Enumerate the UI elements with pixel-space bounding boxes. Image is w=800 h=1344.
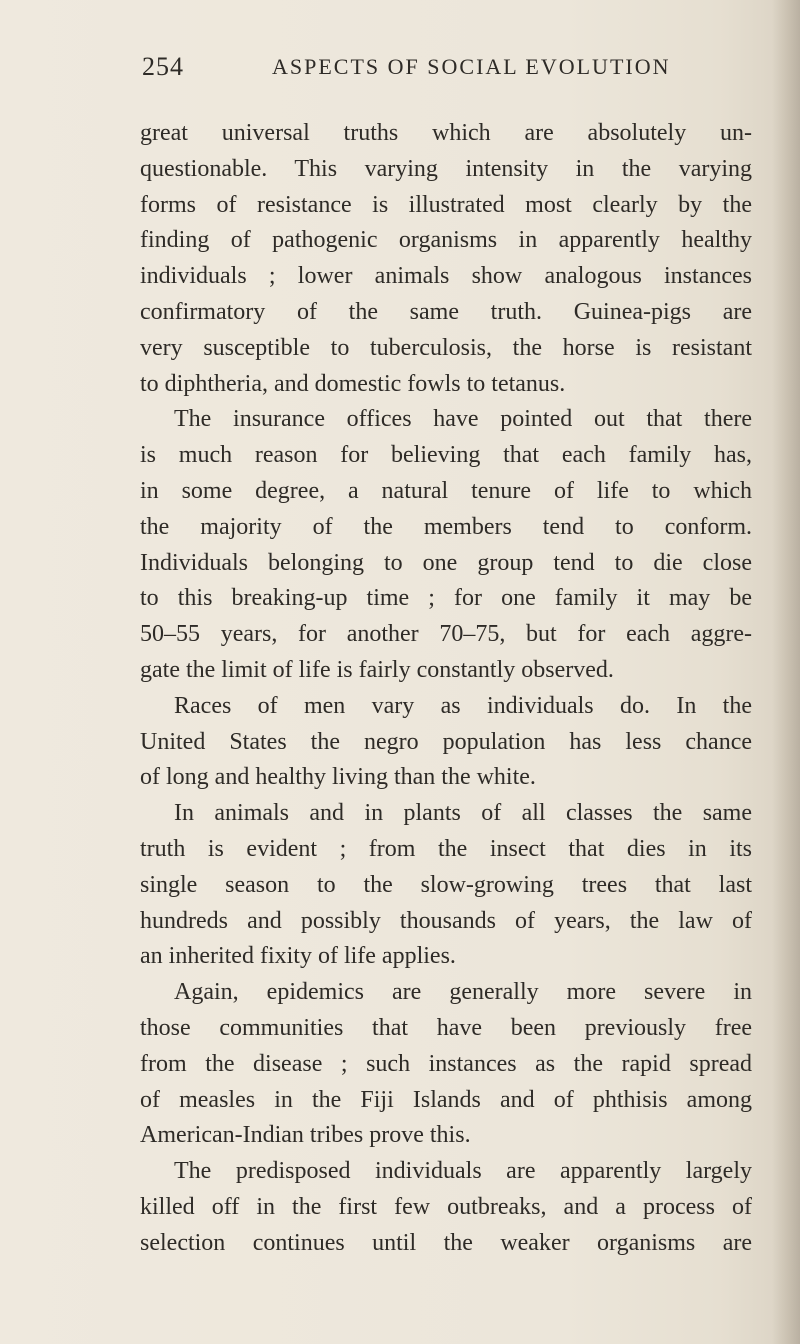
text-line: individuals ; lower animals show analogous instances	[140, 263, 752, 290]
text-line: selection continues until the weaker organisms are	[140, 1229, 752, 1256]
page-edge-shadow	[772, 0, 800, 1344]
text-line: of long and healthy living than the white.	[140, 764, 536, 791]
page-header	[142, 52, 742, 88]
text-line: The insurance offices have pointed out that there	[174, 406, 752, 433]
text-line: gate the limit of life is fairly constantly observed.	[140, 656, 614, 683]
text-line: questionable. This varying intensity in the varying	[140, 155, 752, 182]
text-line: those communities that have been previously free	[140, 1014, 752, 1041]
text-line: killed off in the first few outbreaks, and a process of	[140, 1193, 752, 1220]
text-line: Individuals belonging to one group tend to die close	[140, 549, 752, 576]
text-line: of measles in the Fiji Islands and of phthisis among	[140, 1086, 752, 1113]
text-line: truth is evident ; from the insect that dies in its	[140, 835, 752, 862]
text-line: from the disease ; such instances as the rapid spread	[140, 1050, 752, 1077]
text-line: to this breaking-up time ; for one family it may be	[140, 585, 752, 612]
running-head: ASPECTS OF SOCIAL EVOLUTION	[272, 54, 671, 79]
text-line: the majority of the members tend to conform.	[140, 513, 752, 540]
text-line: great universal truths which are absolutely un-	[140, 120, 752, 146]
text-line: confirmatory of the same truth. Guinea-pigs are	[140, 298, 752, 325]
text-line: finding of pathogenic organisms in apparently healthy	[140, 227, 752, 254]
text-line: hundreds and possibly thousands of years, the law of	[140, 907, 752, 934]
text-line: in some degree, a natural tenure of life to which	[140, 477, 752, 504]
text-line: The predisposed individuals are apparently largely	[174, 1158, 752, 1185]
body-text	[140, 116, 752, 1262]
text-line: Races of men vary as individuals do. In the	[174, 692, 752, 719]
text-line: forms of resistance is illustrated most clearly by the	[140, 191, 752, 218]
text-line: single season to the slow-growing trees that last	[140, 871, 752, 898]
text-line: United States the negro population has less chance	[140, 728, 752, 755]
page-number: 254	[142, 52, 184, 81]
text-line: very susceptible to tuberculosis, the horse is resistant	[140, 334, 752, 361]
text-line: is much reason for believing that each family has,	[140, 442, 752, 469]
text-line: an inherited fixity of life applies.	[140, 943, 456, 970]
text-line: In animals and in plants of all classes the same	[174, 800, 752, 827]
text-line: to diphtheria, and domestic fowls to tetanus.	[140, 370, 566, 397]
text-line: 50–55 years, for another 70–75, but for each aggre-	[140, 621, 752, 648]
text-line: American-Indian tribes prove this.	[140, 1122, 471, 1149]
text-line: Again, epidemics are generally more severe in	[174, 979, 752, 1006]
